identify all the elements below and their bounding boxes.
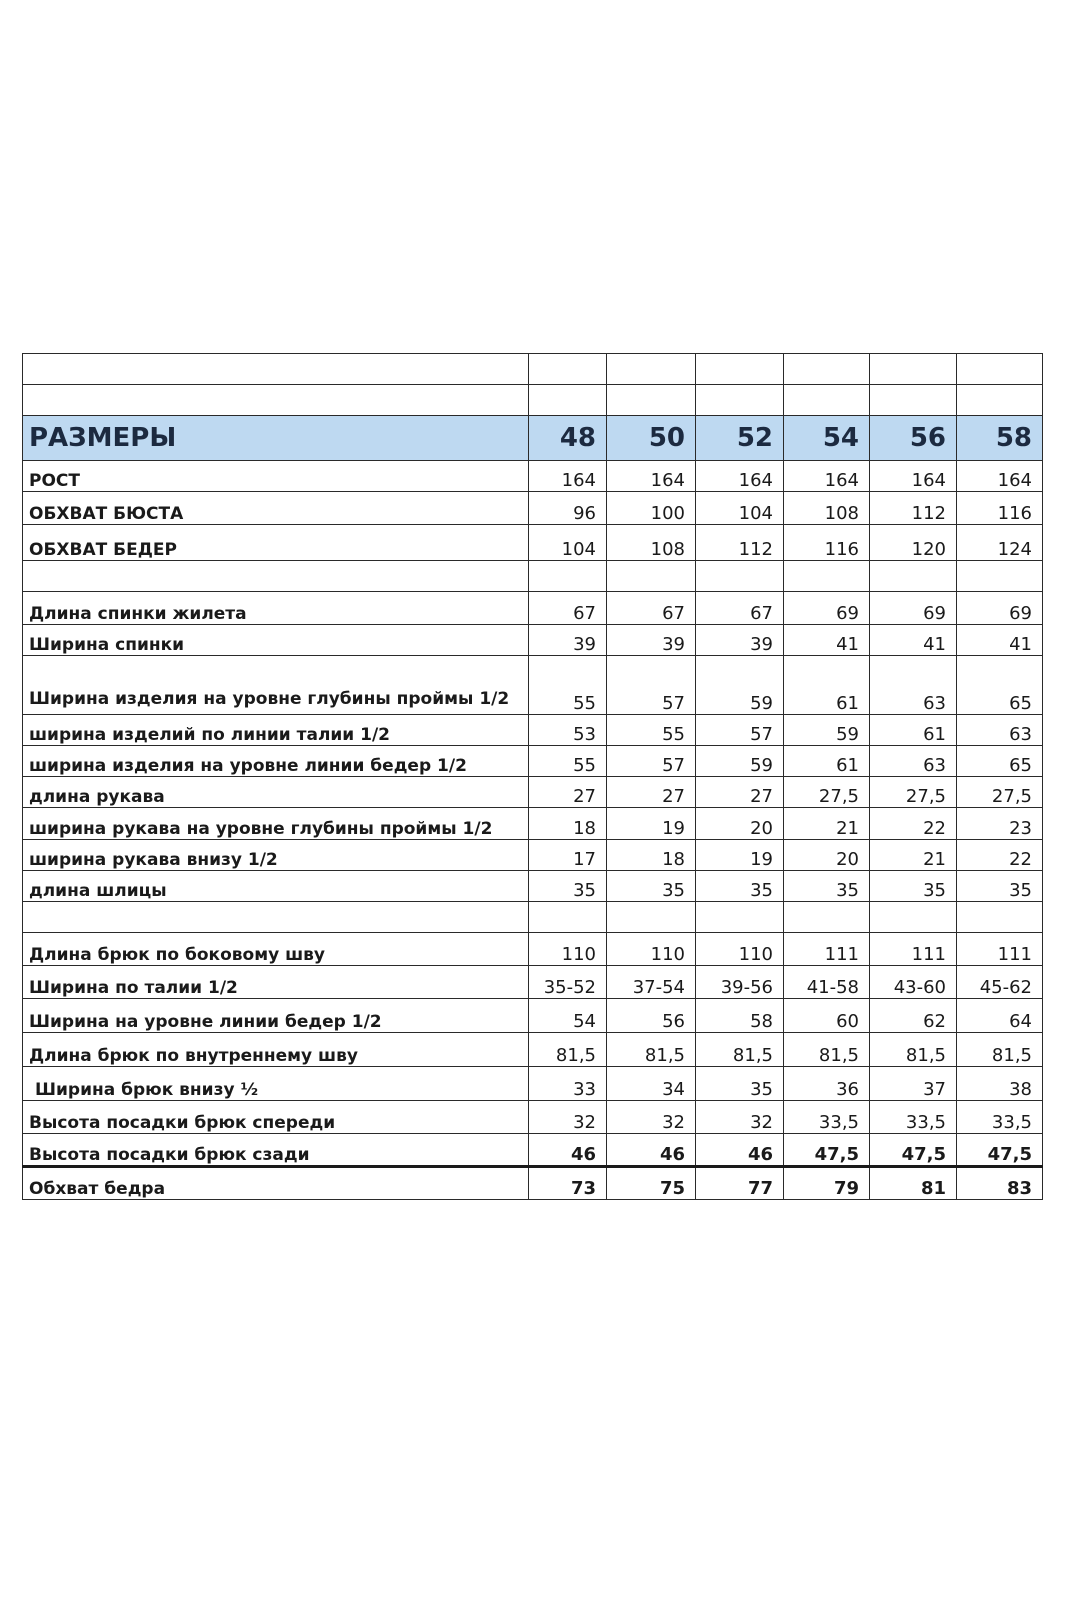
row-value: 32 (529, 1101, 607, 1134)
row-value: 27,5 (870, 777, 957, 808)
row-value: 59 (696, 656, 784, 715)
row-value: 36 (784, 1067, 870, 1101)
row-value: 22 (957, 840, 1043, 871)
row-value: 110 (696, 933, 784, 966)
row-label: Высота посадки брюк сзади (23, 1134, 529, 1167)
row-value: 69 (784, 592, 870, 625)
row-value: 104 (696, 492, 784, 525)
row-value: 20 (696, 808, 784, 840)
row-value: 69 (870, 592, 957, 625)
row-value: 39 (607, 625, 696, 656)
row-value: 81,5 (529, 1033, 607, 1067)
row-value: 61 (784, 656, 870, 715)
row-value: 57 (696, 715, 784, 746)
row-value: 18 (529, 808, 607, 840)
row-value: 81 (870, 1167, 957, 1200)
row-label: ОБХВАТ БЕДЕР (23, 525, 529, 561)
row-value: 55 (529, 746, 607, 777)
row-value: 73 (529, 1167, 607, 1200)
row-value: 32 (607, 1101, 696, 1134)
size-header-cell: 48 (529, 416, 607, 461)
row-value: 41 (784, 625, 870, 656)
row-value: 33,5 (870, 1101, 957, 1134)
table-row (23, 840, 1043, 871)
row-value: 17 (529, 840, 607, 871)
row-value: 64 (957, 999, 1043, 1033)
row-value: 47,5 (784, 1134, 870, 1167)
row-value: 47,5 (870, 1134, 957, 1167)
row-value: 120 (870, 525, 957, 561)
row-value: 112 (696, 525, 784, 561)
row-value: 22 (870, 808, 957, 840)
row-value: 23 (957, 808, 1043, 840)
row-value: 19 (696, 840, 784, 871)
table-row (23, 1167, 1043, 1200)
row-value: 110 (529, 933, 607, 966)
row-value: 35 (696, 1067, 784, 1101)
size-header-cell: 56 (870, 416, 957, 461)
table-row (23, 656, 1043, 715)
row-label: Высота посадки брюк спереди (23, 1101, 529, 1134)
row-value: 20 (784, 840, 870, 871)
row-value: 32 (696, 1101, 784, 1134)
row-value: 104 (529, 525, 607, 561)
row-value: 34 (607, 1067, 696, 1101)
row-value: 33,5 (957, 1101, 1043, 1134)
row-value: 108 (607, 525, 696, 561)
row-value: 57 (607, 656, 696, 715)
row-value: 45-62 (957, 966, 1043, 999)
row-value: 116 (957, 492, 1043, 525)
row-value: 27 (607, 777, 696, 808)
row-value: 37 (870, 1067, 957, 1101)
row-value: 81,5 (957, 1033, 1043, 1067)
row-value: 81,5 (784, 1033, 870, 1067)
row-label: ширина рукава на уровне глубины проймы 1/2 (23, 808, 529, 840)
row-value: 55 (529, 656, 607, 715)
table-row (23, 1033, 1043, 1067)
row-value: 58 (696, 999, 784, 1033)
row-value: 63 (870, 746, 957, 777)
table-row (23, 746, 1043, 777)
row-value: 81,5 (696, 1033, 784, 1067)
row-value: 111 (784, 933, 870, 966)
row-label: ширина рукава внизу 1/2 (23, 840, 529, 871)
size-header-row (23, 416, 1043, 461)
row-value: 83 (957, 1167, 1043, 1200)
row-value: 81,5 (870, 1033, 957, 1067)
row-value: 27 (696, 777, 784, 808)
row-value: 35 (784, 871, 870, 902)
row-label: РОСТ (23, 461, 529, 492)
row-value: 35 (870, 871, 957, 902)
row-value: 67 (696, 592, 784, 625)
row-value: 124 (957, 525, 1043, 561)
row-value: 59 (696, 746, 784, 777)
row-value: 35-52 (529, 966, 607, 999)
row-value: 61 (784, 746, 870, 777)
row-value: 53 (529, 715, 607, 746)
table-row (23, 999, 1043, 1033)
row-label: Длина спинки жилета (23, 592, 529, 625)
blank-row (23, 385, 1043, 416)
row-value: 59 (784, 715, 870, 746)
size-header-cell: 54 (784, 416, 870, 461)
table-row (23, 461, 1043, 492)
row-value: 116 (784, 525, 870, 561)
row-value: 54 (529, 999, 607, 1033)
row-value: 112 (870, 492, 957, 525)
row-value: 39 (696, 625, 784, 656)
row-value: 33,5 (784, 1101, 870, 1134)
size-header-label: РАЗМЕРЫ (23, 416, 529, 461)
row-value: 43-60 (870, 966, 957, 999)
row-label: Ширина брюк внизу ½ (23, 1067, 529, 1101)
row-value: 27,5 (957, 777, 1043, 808)
row-value: 164 (529, 461, 607, 492)
row-value: 67 (529, 592, 607, 625)
row-value: 164 (784, 461, 870, 492)
table-row (23, 715, 1043, 746)
table-row (23, 492, 1043, 525)
row-value: 21 (784, 808, 870, 840)
table-row (23, 808, 1043, 840)
row-value: 35 (529, 871, 607, 902)
blank-row (23, 561, 1043, 592)
row-value: 37-54 (607, 966, 696, 999)
row-value: 69 (957, 592, 1043, 625)
size-header-cell: 58 (957, 416, 1043, 461)
table-row (23, 625, 1043, 656)
row-value: 18 (607, 840, 696, 871)
row-value: 62 (870, 999, 957, 1033)
table-row (23, 1134, 1043, 1167)
row-value: 35 (607, 871, 696, 902)
size-chart-table (22, 353, 1043, 1200)
row-value: 41 (870, 625, 957, 656)
blank-row (23, 354, 1043, 385)
table-row (23, 592, 1043, 625)
row-value: 110 (607, 933, 696, 966)
row-value: 164 (870, 461, 957, 492)
row-label: ширина изделий по линии талии 1/2 (23, 715, 529, 746)
row-value: 63 (957, 715, 1043, 746)
table-row (23, 1101, 1043, 1134)
row-value: 46 (607, 1134, 696, 1167)
row-value: 41-58 (784, 966, 870, 999)
row-value: 164 (607, 461, 696, 492)
row-label: Длина брюк по внутреннему шву (23, 1033, 529, 1067)
row-value: 164 (957, 461, 1043, 492)
blank-row (23, 902, 1043, 933)
row-label: ширина изделия на уровне линии бедер 1/2 (23, 746, 529, 777)
size-header-cell: 50 (607, 416, 696, 461)
row-value: 65 (957, 746, 1043, 777)
row-value: 100 (607, 492, 696, 525)
row-value: 111 (870, 933, 957, 966)
row-value: 75 (607, 1167, 696, 1200)
row-value: 46 (529, 1134, 607, 1167)
table-row (23, 933, 1043, 966)
row-value: 57 (607, 746, 696, 777)
row-label: Ширина спинки (23, 625, 529, 656)
row-value: 108 (784, 492, 870, 525)
row-value: 27 (529, 777, 607, 808)
row-value: 67 (607, 592, 696, 625)
row-value: 60 (784, 999, 870, 1033)
row-value: 35 (957, 871, 1043, 902)
row-value: 33 (529, 1067, 607, 1101)
table-row (23, 1067, 1043, 1101)
table-row (23, 525, 1043, 561)
row-label: длина рукава (23, 777, 529, 808)
row-label: Ширина по талии 1/2 (23, 966, 529, 999)
table-row (23, 871, 1043, 902)
row-value: 77 (696, 1167, 784, 1200)
row-value: 81,5 (607, 1033, 696, 1067)
row-label: ОБХВАТ БЮСТА (23, 492, 529, 525)
table-row (23, 777, 1043, 808)
row-value: 38 (957, 1067, 1043, 1101)
row-label: Обхват бедра (23, 1167, 529, 1200)
row-value: 65 (957, 656, 1043, 715)
row-value: 55 (607, 715, 696, 746)
row-label: Длина брюк по боковому шву (23, 933, 529, 966)
row-label: длина шлицы (23, 871, 529, 902)
row-label: Ширина на уровне линии бедер 1/2 (23, 999, 529, 1033)
table-row (23, 966, 1043, 999)
row-value: 41 (957, 625, 1043, 656)
row-value: 61 (870, 715, 957, 746)
row-value: 56 (607, 999, 696, 1033)
row-value: 47,5 (957, 1134, 1043, 1167)
row-value: 35 (696, 871, 784, 902)
row-value: 63 (870, 656, 957, 715)
row-value: 19 (607, 808, 696, 840)
row-label: Ширина изделия на уровне глубины проймы 1/2 (23, 656, 529, 715)
row-value: 79 (784, 1167, 870, 1200)
row-value: 46 (696, 1134, 784, 1167)
row-value: 39-56 (696, 966, 784, 999)
row-value: 111 (957, 933, 1043, 966)
row-value: 39 (529, 625, 607, 656)
row-value: 27,5 (784, 777, 870, 808)
row-value: 96 (529, 492, 607, 525)
row-value: 164 (696, 461, 784, 492)
row-value: 21 (870, 840, 957, 871)
size-header-cell: 52 (696, 416, 784, 461)
